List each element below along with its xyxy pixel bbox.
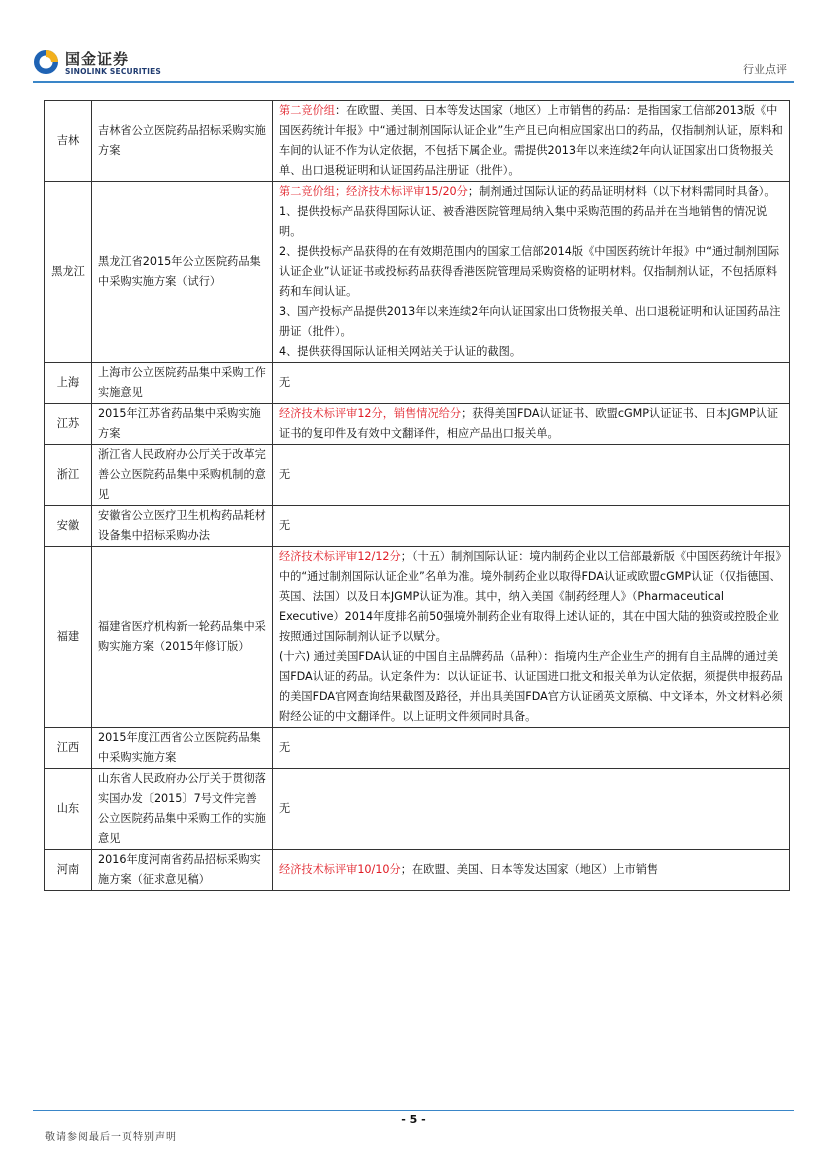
logo-chinese-name: 国金证券 xyxy=(65,50,130,68)
scoring-highlight: 经济技术标评审12分，销售情况给分 xyxy=(279,407,462,420)
plan-name-cell: 2015年江苏省药品集中采购实施方案 xyxy=(92,404,273,445)
province-cell: 山东 xyxy=(45,769,92,850)
disclaimer-text: 敬请参阅最后一页特别声明 xyxy=(45,1132,177,1143)
province-cell: 江苏 xyxy=(45,404,92,445)
plan-name-cell: 2016年度河南省药品招标采购实施方案（征求意见稿） xyxy=(92,850,273,891)
scoring-highlight: 第二竞价组 xyxy=(279,104,335,117)
plan-name-cell: 安徽省公立医疗卫生机构药品耗材设备集中招标采购办法 xyxy=(92,506,273,547)
page-header xyxy=(0,0,827,100)
requirement-line xyxy=(279,101,783,181)
page-number: - 5 - xyxy=(401,1113,426,1126)
requirement-line xyxy=(279,242,783,302)
table-row xyxy=(45,728,790,769)
requirement-text: ：在欧盟、美国、日本等发达国家（地区）上市销售的药品：是指国家工信部2013版《中国医药统计年报》中“通过制剂国际认证企业”生产且已向相应国家出口的药品，仅指制剂认证，原料和车间的认证不作为认定依据，不包括下属企业。需提供2013年以来连续2年向认证国家出口货物报关单、出口退税证明和认证国药品注册证（批件）。 xyxy=(279,104,783,177)
requirement-line xyxy=(279,302,783,342)
plan-name-cell: 浙江省人民政府办公厅关于改革完善公立医院药品集中采购机制的意见 xyxy=(92,445,273,506)
requirement-line xyxy=(279,516,783,536)
plan-name-cell: 黑龙江省2015年公立医院药品集中采购实施方案（试行） xyxy=(92,182,273,363)
requirement-cell xyxy=(273,445,790,506)
table-row xyxy=(45,101,790,182)
procurement-policy-table xyxy=(44,100,790,891)
requirement-text: 3、国产投标产品提供2013年以来连续2年向认证国家出口货物报关单、出口退税证明和认证国药品注册证（批件）。 xyxy=(279,305,781,338)
plan-name-cell: 山东省人民政府办公厅关于贯彻落实国办发〔2015〕7号文件完善公立医院药品集中采购工作的实施意见 xyxy=(92,769,273,850)
province-cell: 吉林 xyxy=(45,101,92,182)
requirement-text: 无 xyxy=(279,376,291,389)
requirement-text: 无 xyxy=(279,741,291,754)
province-cell: 江西 xyxy=(45,728,92,769)
header-divider xyxy=(33,81,794,83)
requirement-text: ；（十五）制剂国际认证：境内制药企业以工信部最新版《中国医药统计年报》中的“通过制剂国际认证企业”名单为准。境外制药企业以取得FDA认证或欧盟cGMP认证（仅指德国、英国、法国）以及日本JGMP认证为准。其中，纳入美国《制药经理人》（Pharmaceutical Executive）2014年度排名前50强境外制药企业有取得上述认证的，其在中国大陆的独资或控股企业按照通过国际制剂认证予以赋分。 xyxy=(279,550,782,643)
requirement-cell xyxy=(273,506,790,547)
requirement-cell xyxy=(273,101,790,182)
requirement-cell xyxy=(273,404,790,445)
requirement-line xyxy=(279,342,783,362)
table-row xyxy=(45,182,790,363)
requirement-text: 1、提供投标产品获得国际认证、被香港医院管理局纳入集中采购范围的药品并在当地销售的情况说明。 xyxy=(279,205,768,238)
footer-divider xyxy=(33,1110,794,1111)
requirement-text: ；在欧盟、美国、日本等发达国家（地区）上市销售 xyxy=(400,863,659,876)
requirement-text: 无 xyxy=(279,468,291,481)
requirement-cell xyxy=(273,363,790,404)
requirement-cell xyxy=(273,182,790,363)
requirement-cell xyxy=(273,850,790,891)
table-row xyxy=(45,547,790,728)
requirement-line xyxy=(279,860,783,880)
table-row xyxy=(45,363,790,404)
requirement-cell xyxy=(273,547,790,728)
requirement-text: 4、提供获得国际认证相关网站关于认证的截图。 xyxy=(279,345,522,358)
province-cell: 河南 xyxy=(45,850,92,891)
requirement-text: (十六) 通过美国FDA认证的中国自主品牌药品（品种）：指境内生产企业生产的拥有自主品牌的通过美国FDA认证的药品。认定条件为：以认证证书、认证国进口批文和报关单为认定依据，须提供申报药品的美国FDA官网查询结果截图及路径，并出具美国FDA官方认证函英文原稿、中文译本，外文材料必须附经公证的中文翻译件。以上证明文件须同时具备。 xyxy=(279,650,783,723)
report-category: 行业点评 xyxy=(743,63,787,76)
requirement-text: 无 xyxy=(279,802,291,815)
requirement-text: 2、提供投标产品获得的在有效期范围内的国家工信部2014版《中国医药统计年报》中“通过制剂国际认证企业”认证证书或投标药品获得香港医院管理局采购资格的证明材料。仅指制剂认证，不包括原料药和车间认证。 xyxy=(279,245,780,298)
requirement-text: 无 xyxy=(279,519,291,532)
scoring-highlight: 第二竞价组；经济技术标评审15/20分 xyxy=(279,185,468,198)
requirement-line xyxy=(279,404,783,444)
scoring-highlight: 经济技术标评审10/10分 xyxy=(279,863,401,876)
province-cell: 安徽 xyxy=(45,506,92,547)
province-cell: 福建 xyxy=(45,547,92,728)
requirement-cell xyxy=(273,769,790,850)
requirement-line xyxy=(279,547,783,647)
requirement-line xyxy=(279,647,783,727)
requirement-cell xyxy=(273,728,790,769)
requirement-line xyxy=(279,799,783,819)
province-cell: 黑龙江 xyxy=(45,182,92,363)
table-row xyxy=(45,769,790,850)
requirement-line xyxy=(279,465,783,485)
requirement-line xyxy=(279,182,783,202)
table-row xyxy=(45,445,790,506)
table-row xyxy=(45,850,790,891)
sinolink-logo-icon xyxy=(33,49,59,75)
plan-name-cell: 吉林省公立医院药品招标采购实施方案 xyxy=(92,101,273,182)
plan-name-cell: 福建省医疗机构新一轮药品集中采购实施方案（2015年修订版） xyxy=(92,547,273,728)
plan-name-cell: 2015年度江西省公立医院药品集中采购实施方案 xyxy=(92,728,273,769)
logo-english-name: SINOLINK SECURITIES xyxy=(65,67,162,76)
table-row xyxy=(45,506,790,547)
requirement-text: ；制剂通过国际认证的药品证明材料（以下材料需同时具备）。 xyxy=(467,185,776,198)
requirement-line xyxy=(279,202,783,242)
requirement-line xyxy=(279,738,783,758)
requirement-text: ；获得美国FDA认证证书、欧盟cGMP认证证书、日本JGMP认证证书的复印件及有效中文翻译件，相应产品出口报关单。 xyxy=(279,407,779,440)
province-cell: 浙江 xyxy=(45,445,92,506)
requirement-line xyxy=(279,373,783,393)
table-body xyxy=(45,101,790,891)
company-logo xyxy=(33,47,173,79)
scoring-highlight: 经济技术标评审12/12分 xyxy=(279,550,401,563)
table-row xyxy=(45,404,790,445)
plan-name-cell: 上海市公立医院药品集中采购工作实施意见 xyxy=(92,363,273,404)
province-cell: 上海 xyxy=(45,363,92,404)
